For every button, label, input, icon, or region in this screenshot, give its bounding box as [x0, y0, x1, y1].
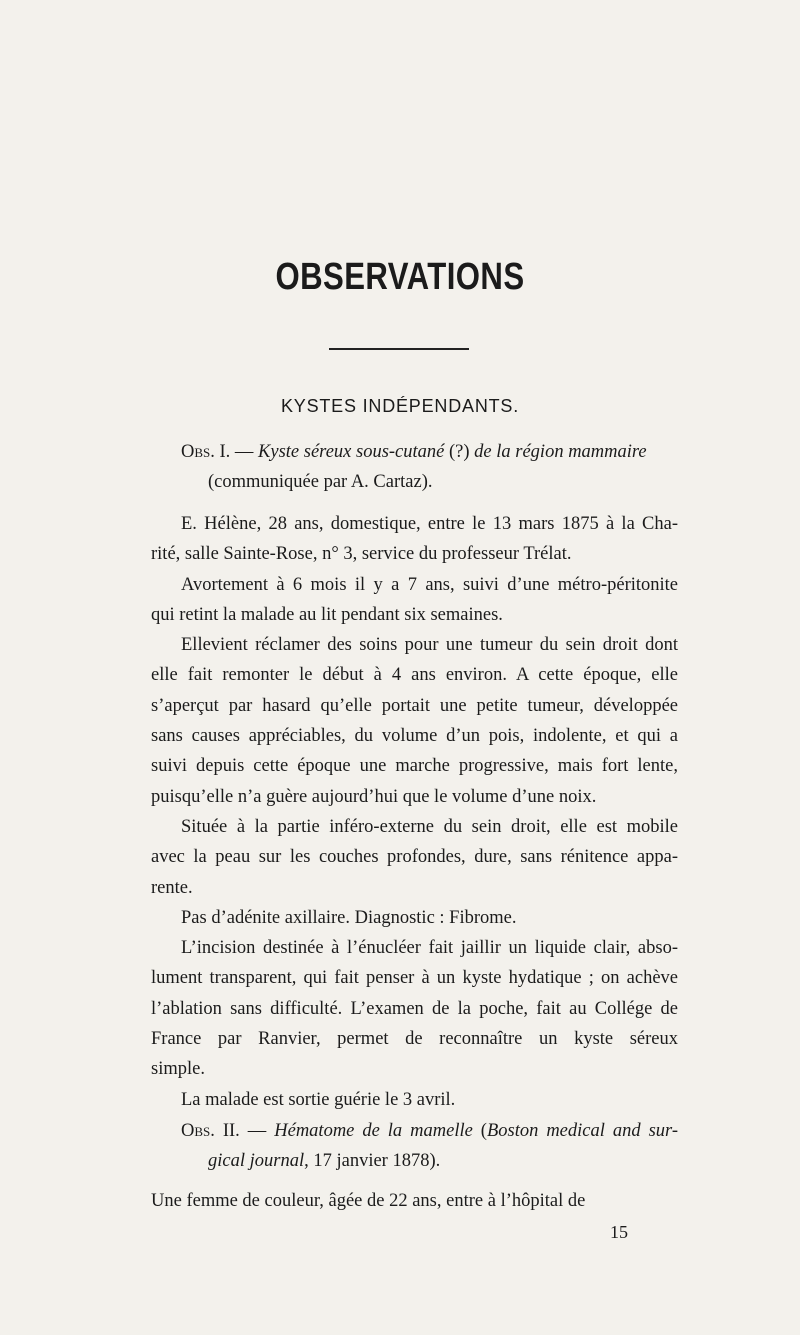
obs1-line: rente.	[151, 877, 193, 898]
obs2-line: Une femme de couleur, âgée de 22 ans, entre à l’hôpital de	[151, 1191, 586, 1211]
obs1-title-line	[151, 437, 678, 467]
obs1-line: France par Ranvier, permet de reconnaître un kyste séreux	[151, 1029, 678, 1050]
obs1-heading	[151, 437, 678, 498]
obs1-line: La malade est sortie guérie le 3 avril.	[181, 1089, 456, 1110]
obs1-line: lument transparent, qui fait penser à un kyste hydatique ; on achève	[151, 968, 678, 989]
obs1-line: Ellevient réclamer des soins pour une tumeur du sein droit dont	[181, 635, 678, 656]
page-number: 15	[610, 1222, 628, 1242]
obs2-source-line	[151, 1146, 678, 1176]
obs1-line: puisqu’elle n’a guère aujourd’hui que le volume d’une noix.	[151, 786, 597, 807]
obs1-line: avec la peau sur les couches profondes, dure, sans rénitence appa-	[151, 847, 678, 868]
section-heading: KYSTES INDÉPENDANTS.	[280, 396, 520, 416]
obs2-title: Hématome de la mamelle	[274, 1121, 473, 1141]
obs1-credit: (communiquée par A. Cartaz).	[208, 472, 433, 493]
obs1-line: suivi depuis cette époque une marche progressive, mais fort lente,	[151, 756, 678, 777]
obs1-line: elle fait remonter le début à 4 ans environ. A cette époque, elle	[151, 665, 678, 686]
obs1-label: Obs. I.	[181, 442, 231, 462]
obs2-title-line	[151, 1116, 678, 1146]
obs1-line: sans causes appréciables, du volume d’un pois, indolente, et qui a	[151, 726, 678, 747]
title-divider	[329, 348, 469, 350]
obs1-line: qui retint la malade au lit pendant six semaines.	[151, 604, 503, 625]
obs2-body	[151, 1186, 678, 1216]
obs1-line: Située à la partie inféro-externe du sein droit, elle est mobile	[181, 816, 678, 837]
obs1-line: s’aperçut par hasard qu’elle portait une petite tumeur, développée	[151, 695, 678, 716]
obs1-title-region: de la région mammaire	[474, 442, 647, 462]
obs1-body	[151, 509, 678, 1115]
obs1-title-mid: (?)	[444, 442, 475, 462]
obs1-line: L’incision destinée à l’énucléer fait jaillir un liquide clair, abso-	[181, 938, 678, 959]
obs1-line: rité, salle Sainte-Rose, n° 3, service du professeur Trélat.	[151, 544, 572, 565]
obs2-source-end: gical journal	[208, 1151, 305, 1172]
obs2-source-date: , 17 janvier 1878).	[304, 1151, 441, 1172]
obs1-line: simple.	[151, 1059, 205, 1080]
obs2-source: Boston medical and sur-	[486, 1121, 679, 1141]
obs1-line: l’ablation sans difficulté. L’examen de la poche, fait au Collége de	[151, 998, 678, 1019]
obs1-dash: —	[230, 442, 259, 462]
obs2-paren: (	[472, 1121, 487, 1141]
obs2-label: Obs. II.	[181, 1121, 240, 1141]
obs1-line: E. Hélène, 28 ans, domestique, entre le 13 mars 1875 à la Cha-	[181, 514, 678, 534]
obs1-title: Kyste séreux sous-cutané	[258, 442, 445, 462]
page-title: OBSERVATIONS	[275, 256, 525, 298]
obs2-heading	[151, 1116, 678, 1177]
obs1-line: Avortement à 6 mois il y a 7 ans, suivi d’une métro-péritonite	[181, 574, 678, 595]
obs1-line: Pas d’adénite axillaire. Diagnostic : Fibrome.	[181, 907, 517, 928]
obs2-dash: —	[239, 1121, 275, 1141]
